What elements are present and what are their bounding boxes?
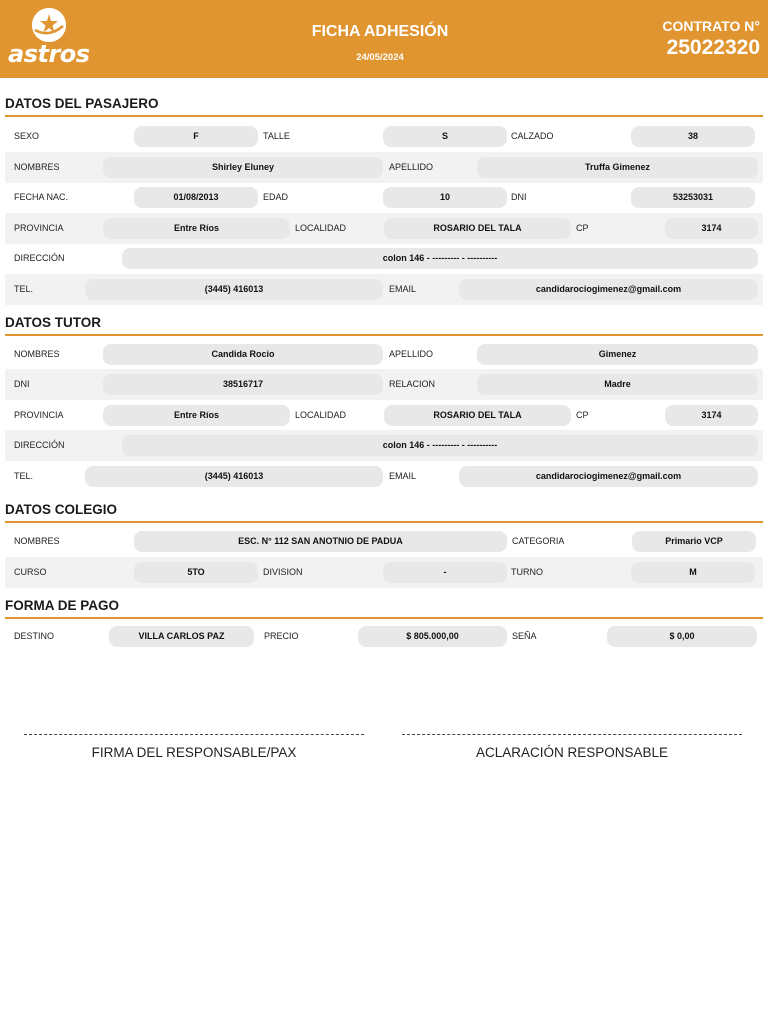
tutor-dni-label: DNI: [14, 379, 30, 389]
provincia-value: Entre Ríos: [103, 218, 290, 239]
pasajero-row-provincia: [5, 213, 763, 244]
turno-label: TURNO: [511, 567, 543, 577]
section-title-tutor: DATOS TUTOR: [5, 315, 763, 336]
direccion-value: colon 146 - --------- - ----------: [122, 248, 758, 269]
curso-value: 5TO: [134, 562, 258, 583]
colegio-nombres-label: NOMBRES: [14, 536, 60, 546]
section-title-colegio: DATOS COLEGIO: [5, 502, 763, 523]
calzado-label: CALZADO: [511, 131, 554, 141]
localidad-label: LOCALIDAD: [295, 223, 347, 233]
nombres-label: NOMBRES: [14, 162, 60, 172]
astros-logo-icon: [32, 8, 66, 42]
division-value: -: [383, 562, 507, 583]
cp-value: 3174: [665, 218, 758, 239]
localidad-value: ROSARIO DEL TALA: [384, 218, 571, 239]
tel-label: TEL.: [14, 284, 34, 294]
fecha-nac-value: 01/08/2013: [134, 187, 258, 208]
aclaracion-label: ACLARACIÓN RESPONSABLE: [475, 745, 669, 760]
pasajero-row-fecha: [5, 182, 763, 213]
precio-value: $ 805.000,00: [358, 626, 507, 647]
document-date: 24/05/2024: [356, 52, 404, 63]
sexo-label: SEXO: [14, 131, 40, 141]
tutor-provincia-value: Entre Ríos: [103, 405, 290, 426]
fecha-nac-label: FECHA NAC.: [14, 192, 69, 202]
section-title-pago: FORMA DE PAGO: [5, 598, 763, 619]
tutor-row-tel: [5, 461, 763, 492]
tutor-nombres-value: Candida Rocio: [103, 344, 383, 365]
sena-value: $ 0,00: [607, 626, 757, 647]
tutor-cp-value: 3174: [665, 405, 758, 426]
curso-label: CURSO: [14, 567, 47, 577]
colegio-nombres-value: ESC. N° 112 SAN ANOTNIO DE PADUA: [134, 531, 507, 552]
talle-value: S: [383, 126, 507, 147]
tutor-apellido-value: Gimenez: [477, 344, 758, 365]
tutor-localidad-label: LOCALIDAD: [295, 410, 347, 420]
aclaracion-signature-line: [402, 734, 742, 735]
tutor-row-provincia: [5, 400, 763, 431]
tutor-direccion-label: DIRECCIÓN: [14, 440, 65, 450]
precio-label: PRECIO: [264, 631, 299, 641]
astros-logo: [8, 8, 92, 70]
header-bar: [0, 0, 768, 78]
turno-value: M: [631, 562, 755, 583]
tutor-tel-label: TEL.: [14, 471, 34, 481]
tutor-apellido-label: APELLIDO: [389, 349, 434, 359]
apellido-label: APELLIDO: [389, 162, 434, 172]
section-title-pasajero: DATOS DEL PASAJERO: [5, 96, 763, 117]
email-value: candidarociogimenez@gmail.com: [459, 279, 758, 300]
tutor-email-value: candidarociogimenez@gmail.com: [459, 466, 758, 487]
cp-label: CP: [576, 223, 589, 233]
pago-row: [5, 621, 763, 652]
destino-value: VILLA CARLOS PAZ: [109, 626, 254, 647]
destino-label: DESTINO: [14, 631, 55, 641]
tutor-relacion-value: Madre: [477, 374, 758, 395]
provincia-label: PROVINCIA: [14, 223, 64, 233]
edad-label: EDAD: [263, 192, 289, 202]
nombres-value: Shirley Eluney: [103, 157, 383, 178]
pasajero-row-direccion: [5, 243, 763, 274]
tutor-email-label: EMAIL: [389, 471, 417, 481]
contract-label: CONTRATO N°: [662, 18, 760, 34]
firma-label: FIRMA DEL RESPONSABLE/PAX: [91, 745, 297, 760]
categoria-value: Primario VCP: [632, 531, 756, 552]
brand-name: astros: [8, 40, 90, 68]
tutor-row-nombres: [5, 339, 763, 370]
tutor-tel-value: (3445) 416013: [85, 466, 383, 487]
tutor-row-direccion: [5, 430, 763, 461]
pasajero-row-tel: [5, 274, 763, 305]
colegio-row-nombres: [5, 526, 763, 557]
direccion-label: DIRECCIÓN: [14, 253, 65, 263]
tutor-nombres-label: NOMBRES: [14, 349, 60, 359]
tutor-row-dni: [5, 369, 763, 400]
edad-value: 10: [383, 187, 507, 208]
dni-value: 53253031: [631, 187, 755, 208]
dni-label: DNI: [511, 192, 527, 202]
firma-signature-line: [24, 734, 364, 735]
tutor-cp-label: CP: [576, 410, 589, 420]
sena-label: SEÑA: [512, 631, 537, 641]
tutor-localidad-value: ROSARIO DEL TALA: [384, 405, 571, 426]
tutor-direccion-value: colon 146 - --------- - ----------: [122, 435, 758, 456]
colegio-row-curso: [5, 557, 763, 588]
pasajero-row-nombres: [5, 152, 763, 183]
email-label: EMAIL: [389, 284, 417, 294]
apellido-value: Truffa Gimenez: [477, 157, 758, 178]
talle-label: TALLE: [263, 131, 290, 141]
tel-value: (3445) 416013: [85, 279, 383, 300]
tutor-provincia-label: PROVINCIA: [14, 410, 64, 420]
contract-number: 25022320: [666, 36, 760, 59]
pasajero-row-sexo: [5, 121, 763, 152]
tutor-dni-value: 38516717: [103, 374, 383, 395]
document-title: FICHA ADHESIÓN: [311, 23, 449, 40]
calzado-value: 38: [631, 126, 755, 147]
sexo-value: F: [134, 126, 258, 147]
categoria-label: CATEGORIA: [512, 536, 565, 546]
tutor-relacion-label: RELACION: [389, 379, 436, 389]
division-label: DIVISION: [263, 567, 303, 577]
